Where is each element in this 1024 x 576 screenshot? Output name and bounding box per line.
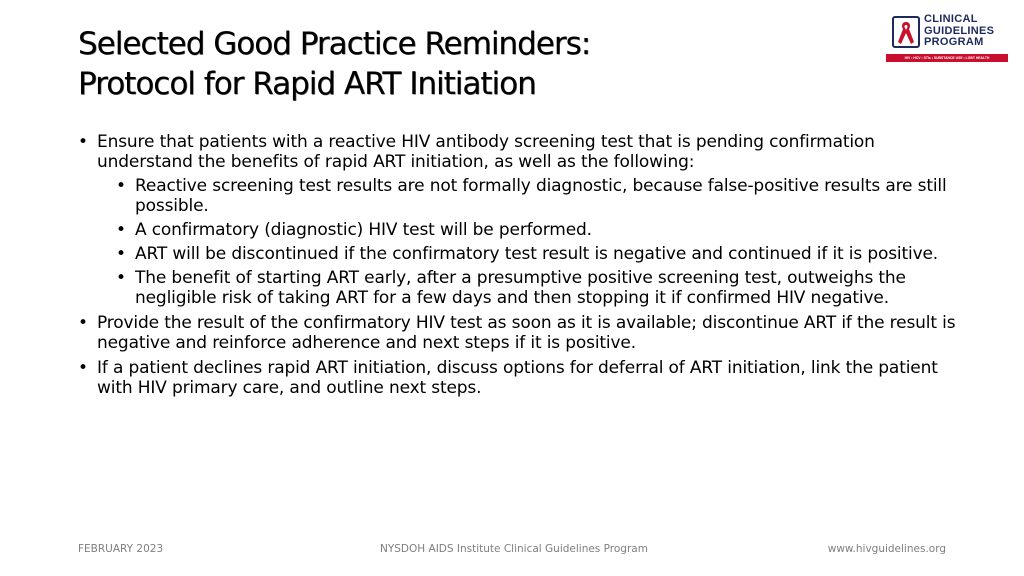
title-line-2: Protocol for Rapid ART Initiation — [78, 66, 536, 102]
list-item — [78, 132, 958, 308]
bullet-list — [78, 132, 958, 398]
bullet-icon: • — [78, 313, 88, 333]
footer-website: www.hivguidelines.org — [827, 543, 946, 555]
bullet-icon: • — [116, 220, 126, 240]
sub-bullet-text: A confirmatory (diagnostic) HIV test will be performed. — [135, 220, 592, 240]
bullet-icon: • — [78, 358, 88, 378]
bullet-icon: • — [116, 176, 126, 196]
sub-bullet-list — [116, 176, 958, 308]
list-item — [78, 358, 958, 398]
sub-list-item — [116, 176, 958, 216]
logo-line-2: GUIDELINES — [924, 24, 995, 37]
footer-organization: NYSDOH AIDS Institute Clinical Guidelines Program — [380, 543, 648, 555]
bullet-text: Ensure that patients with a reactive HIV antibody screening test that is pending confirmation understand the benefits of rapid ART initiation, as well as the following: — [97, 132, 875, 172]
sub-bullet-text: The benefit of starting ART early, after a presumptive positive screening test, outweighs the negligible risk of taking ART for a few days and then stopping it if confirmed HIV negative. — [135, 268, 906, 308]
bullet-icon: • — [116, 268, 126, 288]
logo-line-1: CLINICAL — [924, 13, 978, 25]
logo-frame — [892, 16, 920, 48]
logo-tagline-bar: HIV • HCV • STIs • SUBSTANCE USE • LGBT HEALTH — [886, 54, 1008, 62]
list-item — [78, 313, 958, 353]
title-line-1: Selected Good Practice Reminders: — [78, 26, 591, 62]
bullet-text: Provide the result of the confirmatory HIV test as soon as it is available; discontinue ART if the result is negative and reinforce adherence and next steps if it is positive. — [97, 313, 956, 353]
sub-list-item — [116, 244, 958, 264]
footer-date: FEBRUARY 2023 — [78, 543, 164, 555]
slide-body — [78, 132, 958, 403]
logo-line-3: PROGRAM — [924, 36, 984, 48]
sub-bullet-text: Reactive screening test results are not formally diagnostic, because false-positive results are still possible. — [135, 176, 947, 216]
sub-list-item — [116, 220, 958, 240]
red-ribbon-icon — [896, 20, 916, 46]
sub-bullet-text: ART will be discontinued if the confirmatory test result is negative and continued if it is positive. — [135, 244, 939, 264]
clinical-guidelines-logo — [886, 14, 1008, 64]
bullet-icon: • — [78, 132, 88, 152]
slide-title — [78, 24, 590, 104]
sub-list-item — [116, 268, 958, 308]
bullet-icon: • — [116, 244, 126, 264]
bullet-text: If a patient declines rapid ART initiation, discuss options for deferral of ART initiation, link the patient with HIV primary care, and outline next steps. — [97, 358, 938, 398]
logo-wordmark — [924, 14, 994, 49]
